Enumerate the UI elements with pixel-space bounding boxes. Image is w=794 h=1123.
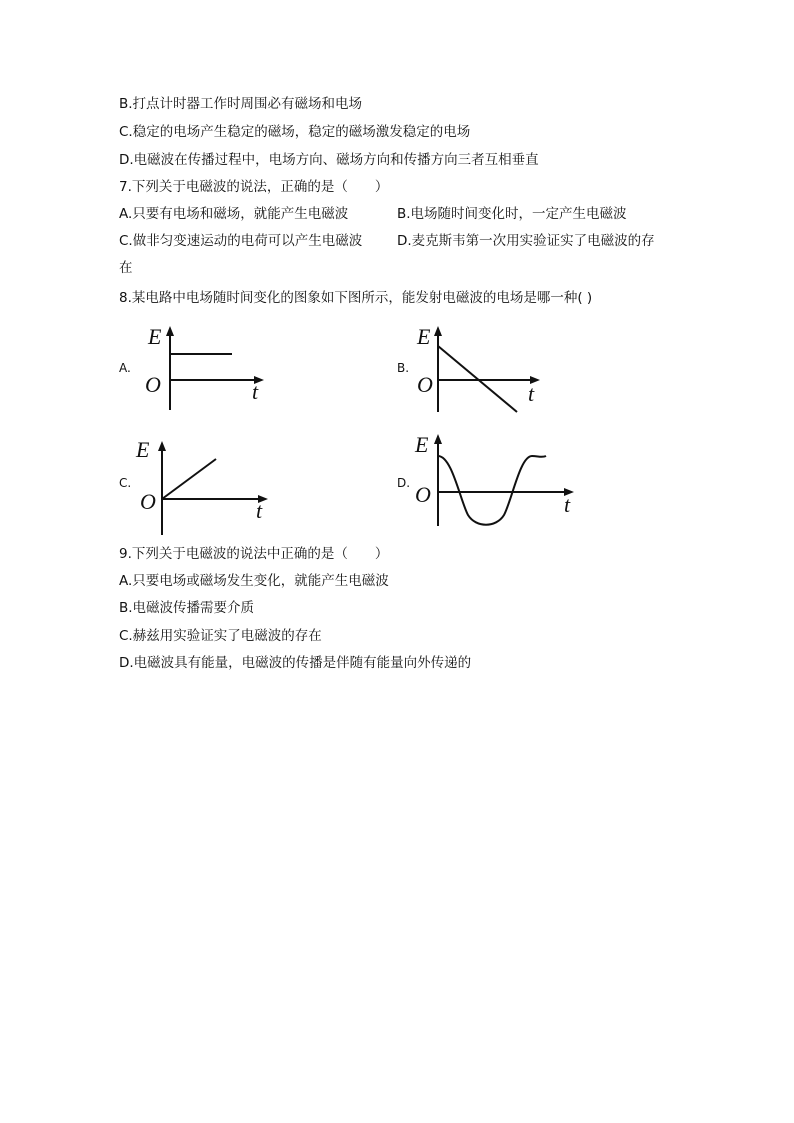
- q9-option-c: C.赫兹用实验证实了电磁波的存在: [119, 628, 322, 644]
- graph-b-t-label: t: [528, 381, 535, 406]
- graph-a-label: A.: [119, 361, 131, 375]
- q9-option-d: D.电磁波具有能量，电磁波的传播是伴随有能量向外传递的: [119, 655, 472, 671]
- q9-option-b: B.电磁波传播需要介质: [119, 600, 255, 616]
- q6-option-d: D.电磁波在传播过程中，电场方向、磁场方向和传播方向三者互相垂直: [119, 152, 539, 168]
- graph-c-curve: [162, 459, 216, 499]
- graph-c-label: C.: [119, 476, 132, 490]
- graph-d-t-label: t: [564, 492, 571, 517]
- q7-option-a: A.只要有电场和磁场，就能产生电磁波: [119, 206, 349, 222]
- q8-stem: 8.某电路中电场随时间变化的图象如下图所示，能发射电磁波的电场是哪一种( ): [119, 290, 593, 306]
- graph-b-e-label: E: [417, 324, 431, 349]
- q6-option-b: B.打点计时器工作时周围必有磁场和电场: [119, 96, 363, 112]
- graph-c: [136, 435, 276, 540]
- graph-d: [412, 430, 582, 530]
- q9-option-a: A.只要电场或磁场发生变化，就能产生电磁波: [119, 573, 389, 589]
- graph-d-e-label: E: [415, 432, 429, 457]
- graph-b: [412, 320, 547, 420]
- graph-a: [140, 320, 270, 420]
- q7-option-d: D.麦克斯韦第一次用实验证实了电磁波的存: [397, 233, 655, 249]
- graph-a-e-label: E: [148, 324, 162, 349]
- q6-option-c: C.稳定的电场产生稳定的磁场，稳定的磁场激发稳定的电场: [119, 124, 471, 140]
- graph-c-t-label: t: [256, 498, 263, 523]
- graph-d-curve: [438, 456, 546, 525]
- graph-d-origin-label: O: [415, 482, 431, 507]
- graph-b-origin-label: O: [417, 372, 433, 397]
- q7-option-c: C.做非匀变速运动的电荷可以产生电磁波: [119, 233, 363, 249]
- q7-option-b: B.电场随时间变化时，一定产生电磁波: [397, 206, 627, 222]
- graph-a-origin-label: O: [145, 372, 161, 397]
- q7-stem: 7.下列关于电磁波的说法，正确的是（ ）: [119, 179, 389, 195]
- q9-stem: 9.下列关于电磁波的说法中正确的是（ ）: [119, 546, 389, 562]
- graph-c-origin-label: O: [140, 489, 156, 514]
- q7-option-d-continued: 在: [119, 260, 133, 276]
- graph-c-e-label: E: [136, 437, 150, 462]
- graph-d-label: D.: [397, 476, 411, 490]
- graph-a-t-label: t: [252, 379, 259, 404]
- graph-b-label: B.: [397, 361, 410, 375]
